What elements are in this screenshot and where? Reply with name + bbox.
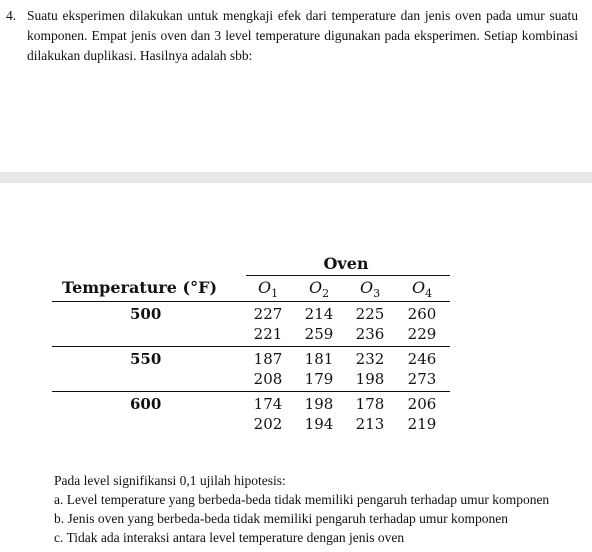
table-cell: 174 xyxy=(253,395,283,413)
column-header-o2: $O_2$ xyxy=(308,278,330,301)
oven-underline xyxy=(246,275,450,276)
table-cell: 246 xyxy=(407,350,437,368)
problem-number: 4. xyxy=(6,8,17,23)
table-cell: 232 xyxy=(355,350,385,368)
column-header-o1: $O_1$ xyxy=(257,278,279,301)
table-cell: 187 xyxy=(253,350,283,368)
table-cell: 273 xyxy=(407,370,437,388)
table-cell: 219 xyxy=(407,415,437,433)
section-divider xyxy=(0,172,592,183)
question-item-a: a. Level temperature yang berbeda-beda tidak memiliki pengaruh terhadap umur komponen xyxy=(54,492,550,507)
problem-statement xyxy=(6,6,578,66)
oven-group-header: Oven xyxy=(323,254,369,273)
table-cell: 221 xyxy=(253,325,283,343)
table-cell: 179 xyxy=(304,370,334,388)
temperature-header: Temperature (°F) xyxy=(62,278,218,297)
row-label-500: 500 xyxy=(130,305,162,323)
table-cell: 236 xyxy=(355,325,385,343)
column-header-o3: $O_3$ xyxy=(359,278,381,301)
row-label-600: 600 xyxy=(130,395,162,413)
hypothesis-questions xyxy=(54,471,590,547)
table-cell: 181 xyxy=(304,350,334,368)
table-cell: 229 xyxy=(407,325,437,343)
table-cell: 208 xyxy=(253,370,283,388)
table-cell: 198 xyxy=(355,370,385,388)
row-rule xyxy=(52,391,450,392)
table-cell: 198 xyxy=(304,395,334,413)
table-cell: 206 xyxy=(407,395,437,413)
table-cell: 213 xyxy=(355,415,385,433)
table-cell: 260 xyxy=(407,305,437,323)
column-header-o4: $O_4$ xyxy=(411,278,433,301)
row-rule xyxy=(52,346,450,347)
table-cell: 202 xyxy=(253,415,283,433)
question-item-c: c. Tidak ada interaksi antara level temperature dengan jenis oven xyxy=(54,530,405,545)
table-cell: 178 xyxy=(355,395,385,413)
table-cell: 227 xyxy=(253,305,283,323)
table-cell: 214 xyxy=(304,305,334,323)
questions-intro: Pada level signifikansi 0,1 ujilah hipotesis: xyxy=(54,473,286,488)
table-cell: 194 xyxy=(304,415,334,433)
header-rule xyxy=(52,301,450,302)
row-label-550: 550 xyxy=(130,350,162,368)
problem-text: Suatu eksperimen dilakukan untuk mengkaji efek dari temperature dan jenis oven pada umur suatu komponen. Empat jenis oven dan 3 level temperature digunakan pada eksperimen. Setiap kombinasi dilakukan duplikasi. Hasilnya adalah sbb: xyxy=(27,8,578,63)
question-item-b: b. Jenis oven yang berbeda-beda tidak memiliki pengaruh terhadap umur komponen xyxy=(54,511,508,526)
table-cell: 225 xyxy=(355,305,385,323)
table-cell: 259 xyxy=(304,325,334,343)
